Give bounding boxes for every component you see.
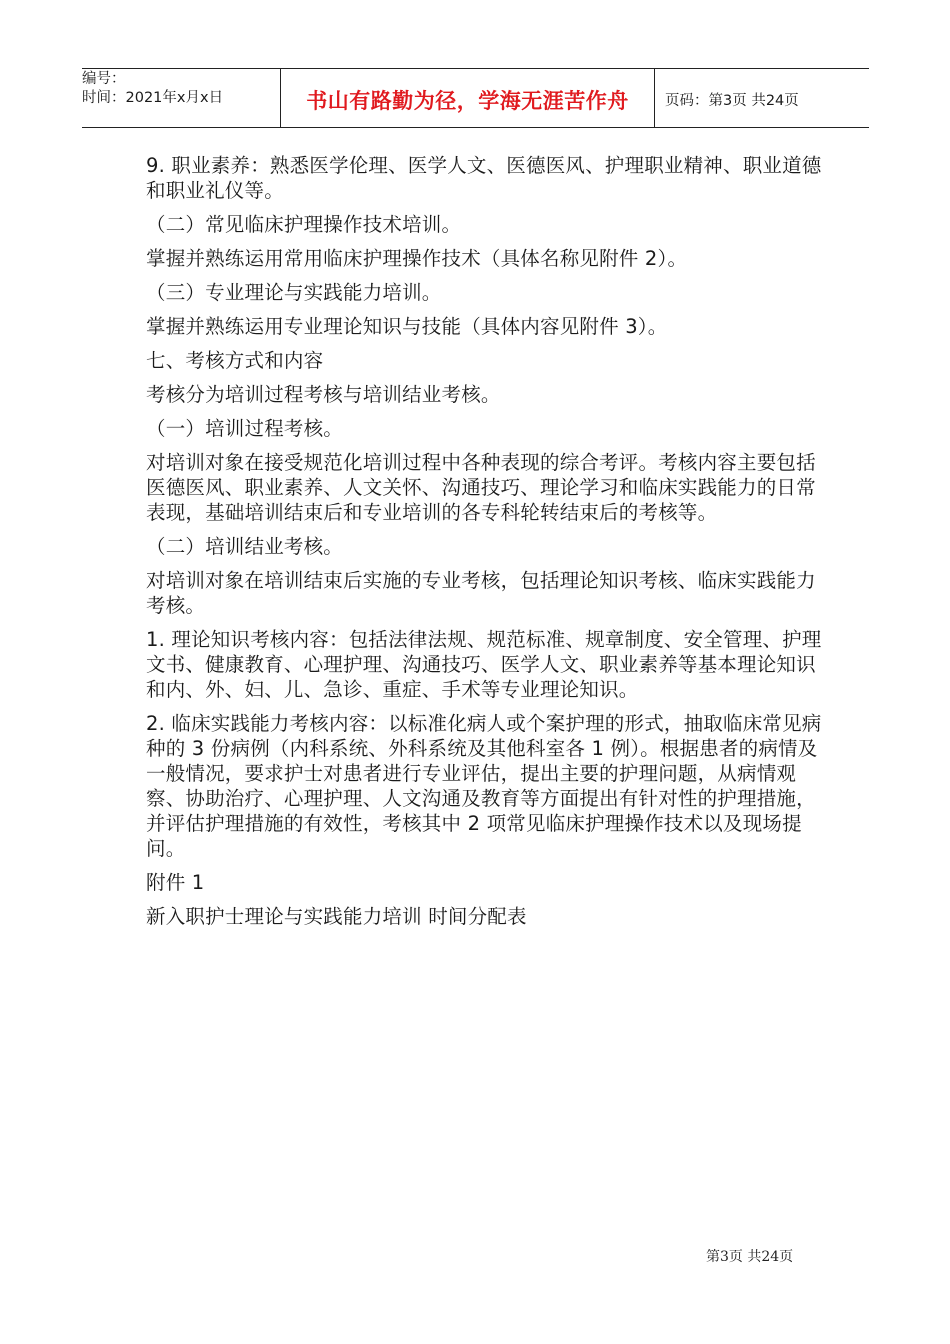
paragraph: 2. 临床实践能力考核内容：以标准化病人或个案护理的形式，抽取临床常见病种的 3 份病例（内科系统、外科系统及其他科室各 1 例）。根据患者的病情及一般情况，要求护士对患者进行专业评估，提出主要的护理问题，从病情观察、协助治疗、心理护理、人文沟通及教育等方面提出有针对性的护理措施，并评估护理措施的有效性，考核其中 2 项常见临床护理操作技术以及现场提问。 xyxy=(146,712,822,860)
chapter-heading: 七、考核方式和内容 xyxy=(146,349,324,372)
header-meta xyxy=(82,69,281,127)
appendix-label: 附件 1 xyxy=(146,871,205,894)
section-heading: （三）专业理论与实践能力培训。 xyxy=(146,281,442,304)
paragraph: 对培训对象在接受规范化培训过程中各种表现的综合考评。考核内容主要包括医德医风、职业素养、人文关怀、沟通技巧、理论学习和临床实践能力的日常表现，基础培训结束后和专业培训的各专科轮转结束后的考核等。 xyxy=(146,451,816,524)
paragraph: 1. 理论知识考核内容：包括法律法规、规范标准、规章制度、安全管理、护理文书、健康教育、心理护理、沟通技巧、医学人文、职业素养等基本理论知识和内、外、妇、儿、急诊、重症、手术等专业理论知识。 xyxy=(146,628,822,701)
appendix-title: 新入职护士理论与实践能力培训 时间分配表 xyxy=(146,905,527,928)
paragraph: 掌握并熟练运用专业理论知识与技能（具体内容见附件 3）。 xyxy=(146,315,668,338)
section-heading: （一）培训过程考核。 xyxy=(146,417,344,440)
document-date-label: 时间：2021年x月x日 xyxy=(82,90,224,106)
header-motto: 书山有路勤为径，学海无涯苦作舟 xyxy=(281,69,655,127)
section-heading: （二）常见临床护理操作技术培训。 xyxy=(146,213,462,236)
paragraph: 对培训对象在培训结束后实施的专业考核，包括理论知识考核、临床实践能力考核。 xyxy=(146,569,816,617)
document-number-label: 编号： xyxy=(82,71,126,87)
paragraph: 9. 职业素养：熟悉医学伦理、医学人文、医德医风、护理职业精神、职业道德和职业礼仪等。 xyxy=(146,154,822,202)
paragraph: 考核分为培训过程考核与培训结业考核。 xyxy=(146,383,501,406)
paragraph: 掌握并熟练运用常用临床护理操作技术（具体名称见附件 2）。 xyxy=(146,247,688,270)
page-footer: 第3页 共24页 xyxy=(706,1249,794,1265)
document-body xyxy=(146,153,822,938)
page-header xyxy=(82,68,869,128)
header-page-number: 页码：第3页 共24页 xyxy=(665,92,799,109)
section-heading: （二）培训结业考核。 xyxy=(146,535,344,558)
